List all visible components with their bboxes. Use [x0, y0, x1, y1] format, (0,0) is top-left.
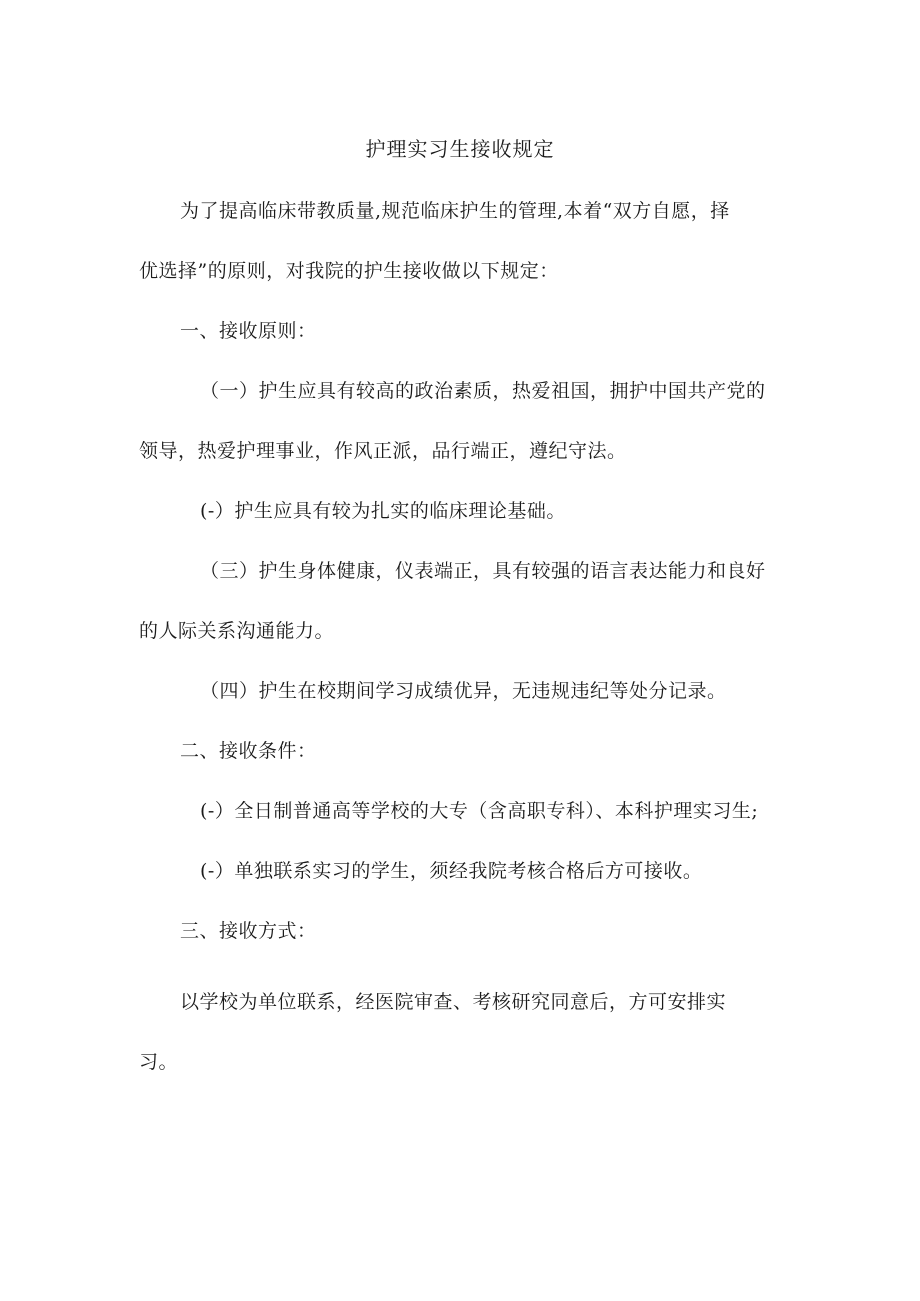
section3-body-line-2: 习。 — [139, 1051, 179, 1073]
section2-item1: (-）全日制普通高等学校的大专（含高职专科）、本科护理实习生; — [200, 800, 759, 822]
document-title: 护理实习生接收规定 — [365, 137, 555, 161]
section2-heading: 二、接收条件： — [180, 740, 317, 762]
section1-item1-line-2: 领导，热爱护理事业，作风正派，品行端正，遵纪守法。 — [139, 440, 627, 462]
section1-item3-line-2: 的人际关系沟通能力。 — [139, 620, 335, 642]
section1-item3-line-1: （三）护生身体健康，仪表端正，具有较强的语言表达能力和良好 — [200, 560, 766, 582]
intro-line-1: 为了提高临床带教质量,规范临床护生的管理,本着“双方自愿，择 — [180, 200, 730, 222]
section1-item1-line-1: （一）护生应具有较高的政治素质，热爱祖国，拥护中国共产党的 — [200, 380, 766, 402]
intro-line-2: 优选择”的原则，对我院的护生接收做以下规定： — [139, 260, 559, 282]
section1-item2: (-）护生应具有较为扎实的临床理论基础。 — [200, 500, 566, 522]
section3-body-line-1: 以学校为单位联系，经医院审查、考核研究同意后，方可安排实 — [180, 991, 727, 1013]
section2-item2: (-）单独联系实习的学生，须经我院考核合格后方可接收。 — [200, 860, 703, 882]
section3-heading: 三、接收方式： — [180, 920, 317, 942]
section1-item4: （四）护生在校期间学习成绩优异，无违规违纪等处分记录。 — [200, 680, 727, 702]
section1-heading: 一、接收原则： — [180, 320, 317, 342]
